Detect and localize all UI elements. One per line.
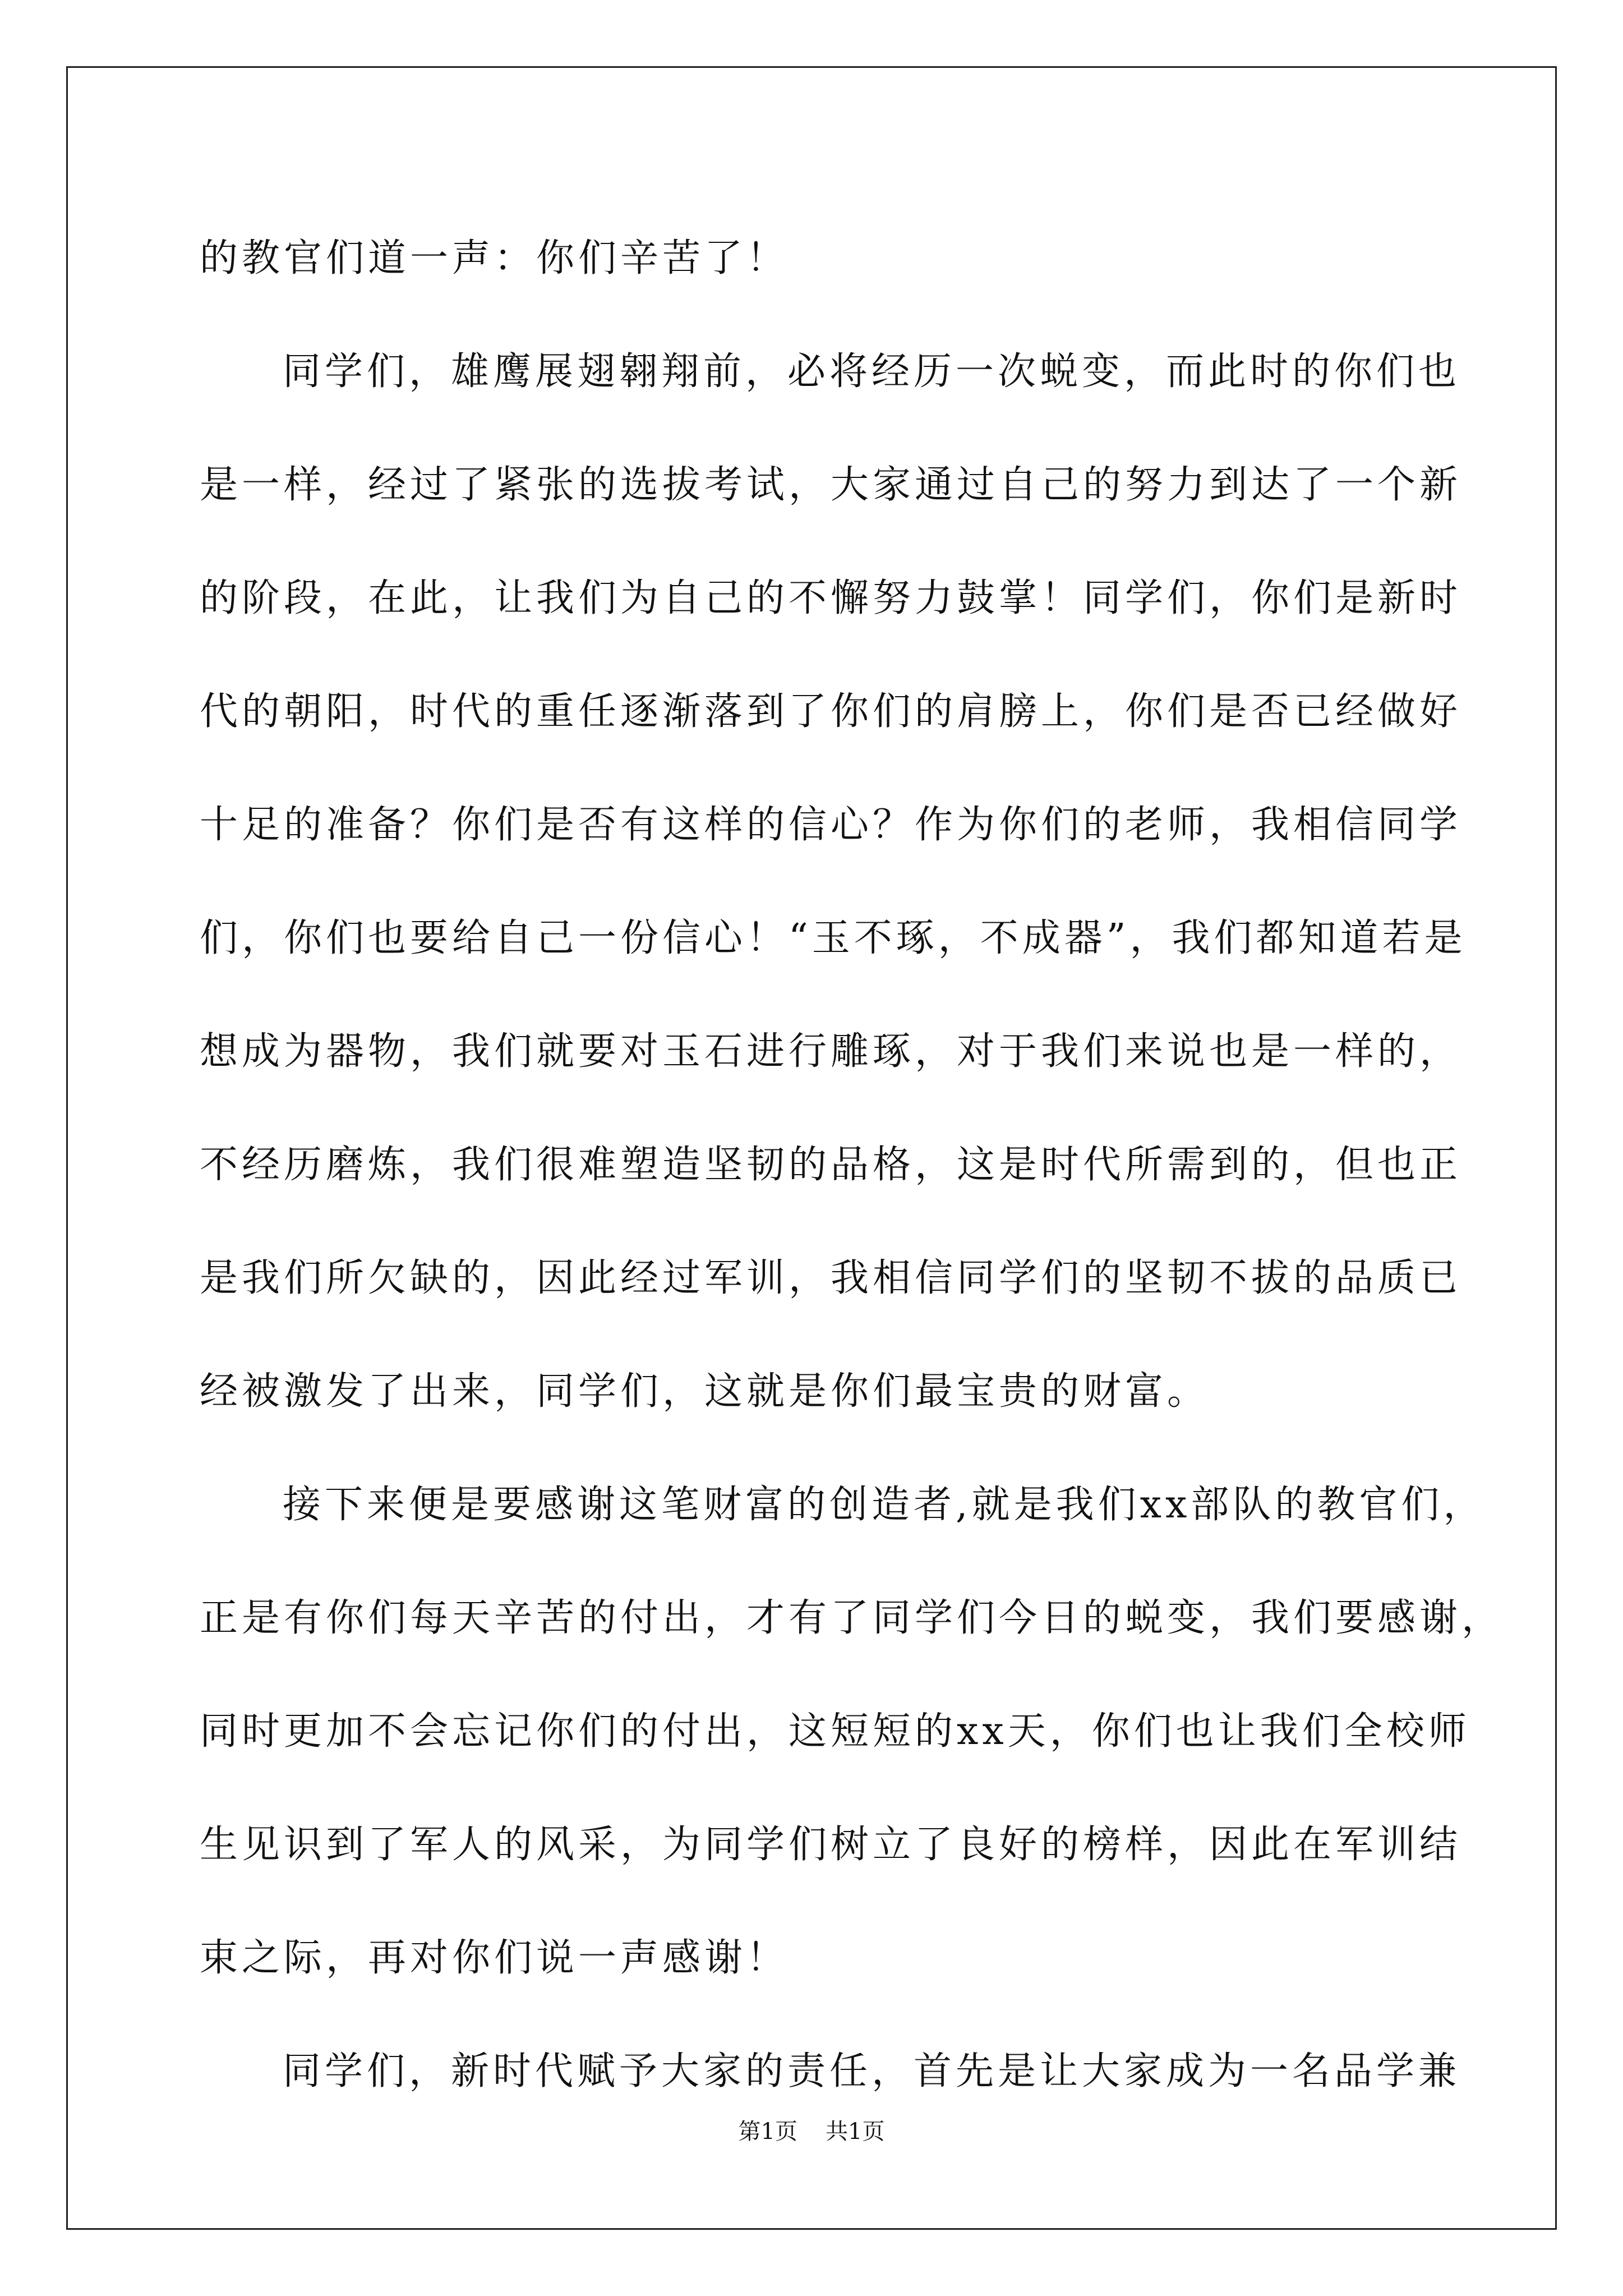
text-line: 是我们所欠缺的，因此经过军训，我相信同学们的坚韧不拔的品质已	[200, 1256, 1462, 1300]
text-line: 经被激发了出来，同学们，这就是你们最宝贵的财富。	[200, 1369, 1210, 1414]
text-line: 们，你们也要给自己一份信心！“玉不琢，不成器”，我们都知道若是	[200, 916, 1467, 960]
text-line: 同学们，雄鹰展翅翱翔前，必将经历一次蜕变，而此时的你们也	[283, 349, 1461, 394]
text-line: 的阶段，在此，让我们为自己的不懈努力鼓掌！同学们，你们是新时	[200, 576, 1462, 620]
document-body	[200, 202, 1504, 2128]
text-line: 的教官们道一声：你们辛苦了！	[200, 236, 789, 280]
page-number-current: 第1页	[738, 2119, 797, 2145]
text-line: 同时更加不会忘记你们的付出，这短短的xx天，你们也让我们全校师	[200, 1709, 1470, 1754]
page-footer	[0, 2115, 1623, 2148]
text-line: 十足的准备？你们是否有这样的信心？作为你们的老师，我相信同学	[200, 803, 1462, 847]
page-number-total: 共1页	[826, 2119, 885, 2145]
text-line: 正是有你们每天辛苦的付出，才有了同学们今日的蜕变，我们要感谢，	[200, 1596, 1504, 1640]
text-line: 是一样，经过了紧张的选拔考试，大家通过自己的努力到达了一个新	[200, 463, 1462, 507]
text-line: 接下来便是要感谢这笔财富的创造者,就是我们xx部队的教官们，	[283, 1483, 1486, 1527]
text-line: 想成为器物，我们就要对玉石进行雕琢，对于我们来说也是一样的，	[200, 1029, 1462, 1074]
text-line: 代的朝阳，时代的重任逐渐落到了你们的肩膀上，你们是否已经做好	[200, 689, 1462, 734]
text-line: 不经历磨炼，我们很难塑造坚韧的品格，这是时代所需到的，但也正	[200, 1143, 1462, 1187]
text-line: 同学们，新时代赋予大家的责任，首先是让大家成为一名品学兼	[283, 2049, 1461, 2093]
text-line: 生见识到了军人的风采，为同学们树立了良好的榜样，因此在军训结	[200, 1823, 1462, 1867]
text-line: 束之际，再对你们说一声感谢！	[200, 1936, 789, 1980]
